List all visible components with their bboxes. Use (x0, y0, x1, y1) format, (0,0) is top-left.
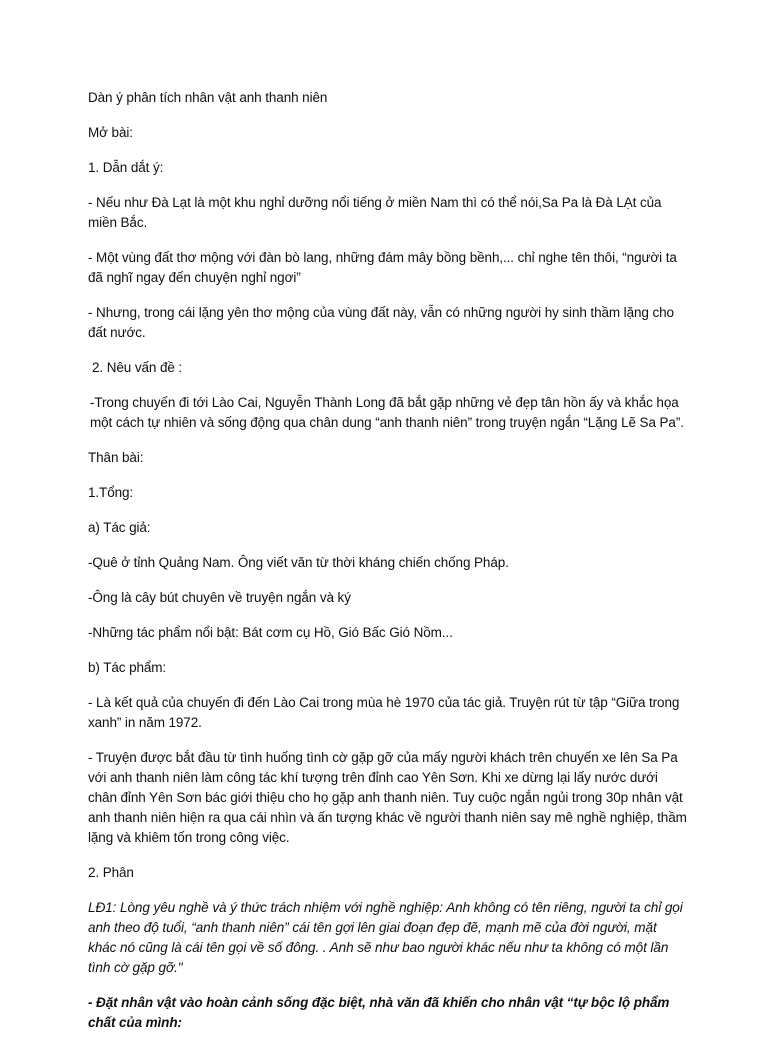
tac-gia-item: -Những tác phẩm nổi bật: Bát cơm cụ Hồ, Gió Bấc Gió Nồm... (88, 625, 453, 640)
neu-van-de-text: -Trong chuyến đi tới Lào Cai, Nguyễn Thành Long đã bắt gặp những vẻ đẹp tân hồn ấy và khắc họa một cách tự nhiên và sống động qua chân dung “anh thanh niên” trong truyện ngắn “Lặng Lẽ Sa Pa”. (90, 395, 684, 430)
tong-heading: 1.Tổng: (88, 485, 134, 500)
than-bai-heading: Thân bài: (88, 450, 144, 465)
neu-van-de-heading: 2. Nêu vấn đề : (92, 360, 183, 375)
tac-pham-item: - Là kết quả của chuyến đi đến Lào Cai trong mùa hè 1970 của tác giả. Truyện rút từ tập “Giữa trong xanh” in năm 1972. (88, 695, 680, 730)
dan-dat-heading: 1. Dẫn dắt ý: (88, 160, 164, 175)
phan-heading: 2. Phân (88, 865, 134, 880)
dan-dat-item: - Một vùng đất thơ mộng với đàn bò lang, những đám mây bồng bềnh,... chỉ nghe tên thôi, “người ta đã nghĩ ngay đến chuyện nghỉ ngơi” (88, 250, 677, 285)
document-page (88, 88, 688, 1048)
bold-italic-paragraph: - Đặt nhân vật vào hoàn cảnh sống đặc biệt, nhà văn đã khiến cho nhân vật “tự bộc lộ phẩm chất của mình: (88, 995, 670, 1030)
mo-bai-heading: Mở bài: (88, 125, 133, 140)
tac-pham-item: - Truyện được bắt đầu từ tình huống tình cờ gặp gỡ của mấy người khách trên chuyến xe lên Sa Pa với anh thanh niên làm công tác khí tượng trên đỉnh cao Yên Sơn. Khi xe dừng lại lấy nước dưới chân đỉnh Yên Sơn bác giới thiệu cho họ gặp anh thanh niên. Tuy cuộc ngắn ngủi trong 30p nhân vật anh thanh niên hiện ra qua cái nhìn và ấn tượng khác về người thanh niên say mê nghề nghiệp, thầm lặng và khiêm tốn trong công việc. (88, 750, 687, 845)
tac-gia-item: -Quê ở tỉnh Quảng Nam. Ông viết văn từ thời kháng chiến chống Pháp. (88, 555, 509, 570)
dan-dat-item: - Nếu như Đà Lạt là một khu nghỉ dưỡng nổi tiếng ở miền Nam thì có thể nói,Sa Pa là Đà LẠt của miền Bắc. (88, 195, 662, 230)
ld1-paragraph: LĐ1: Lòng yêu nghề và ý thức trách nhiệm với nghề nghiệp: Anh không có tên riêng, người ta chỉ gọi anh theo độ tuổi, “anh thanh niên” cái tên gợi lên giai đoạn đẹp đẽ, mạnh mẽ của đời người, mặt khác nó cũng là cái tên gọi về số đông. . Anh sẽ như bao người khác nếu như ta không có một lần tình cờ gặp gỡ." (88, 900, 683, 975)
dan-dat-item: - Nhưng, trong cái lặng yên thơ mộng của vùng đất này, vẫn có những người hy sinh thầm lặng cho đất nước. (88, 305, 674, 340)
document-title: Dàn ý phân tích nhân vật anh thanh niên (88, 90, 328, 105)
tac-pham-heading: b) Tác phẩm: (88, 660, 167, 675)
tac-gia-heading: a) Tác giả: (88, 520, 151, 535)
tac-gia-item: -Ông là cây bút chuyên về truyện ngắn và ký (88, 590, 351, 605)
